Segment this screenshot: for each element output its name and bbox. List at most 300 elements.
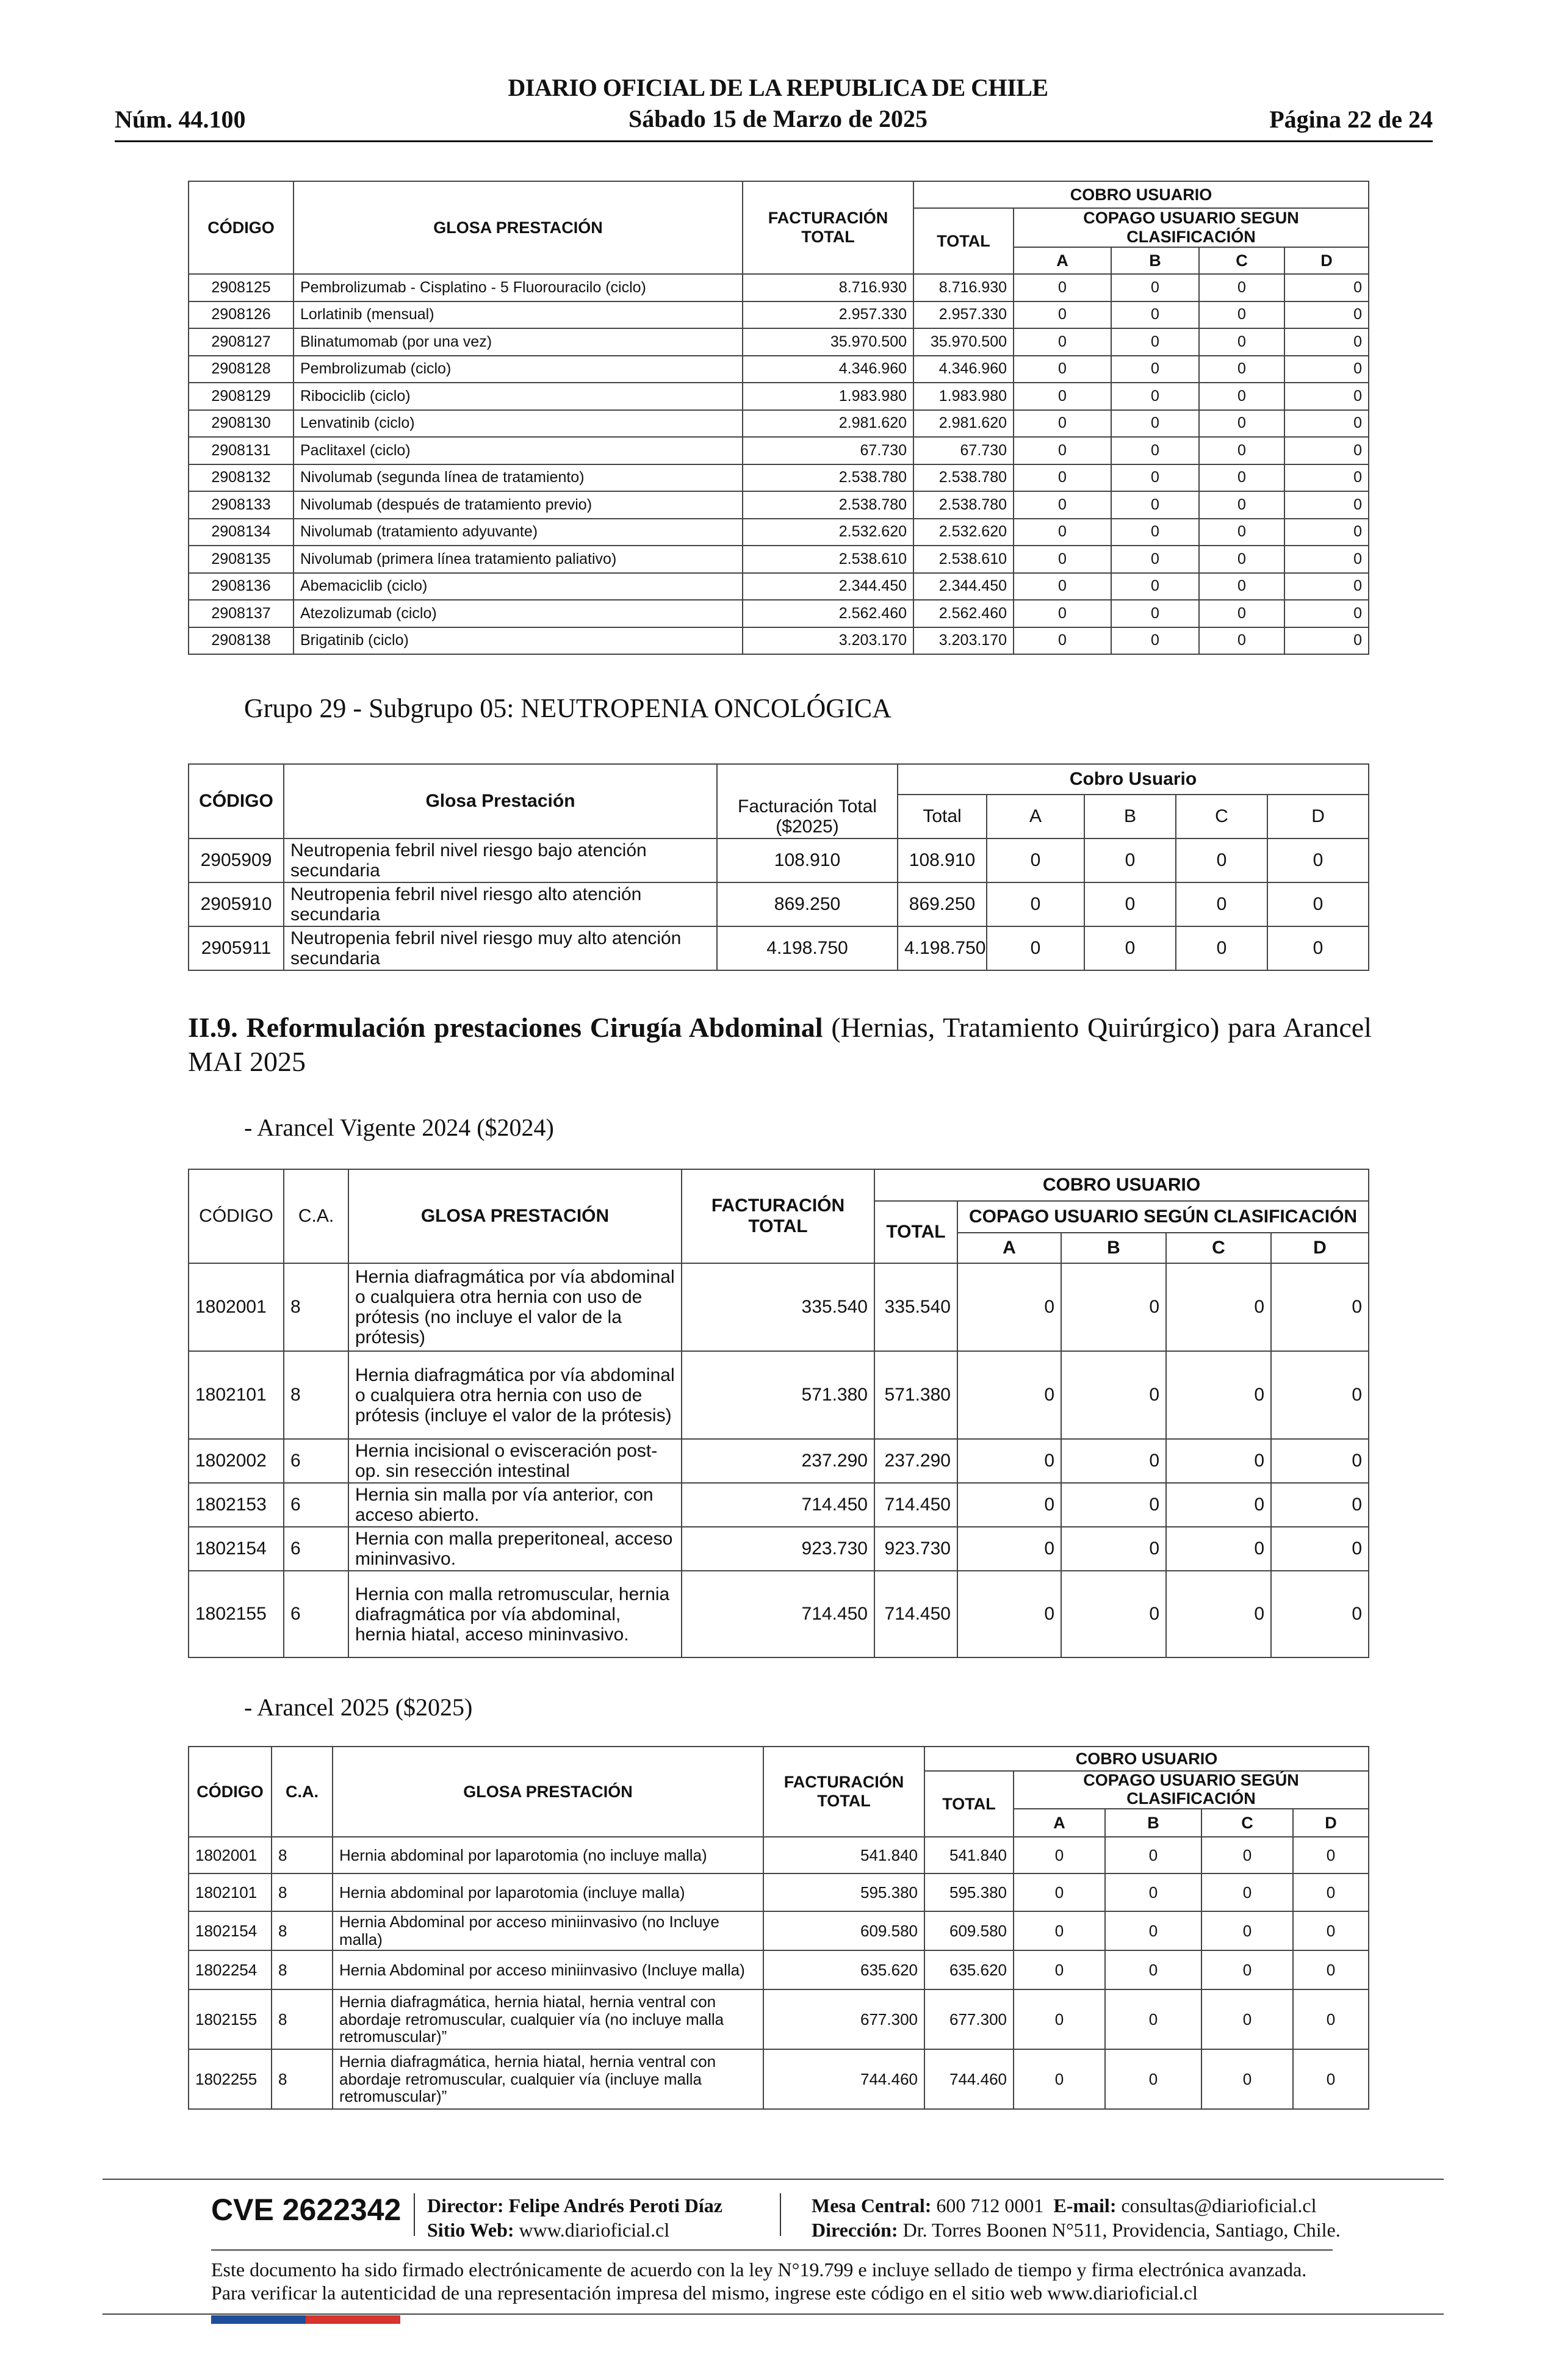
cell-d: 0 bbox=[1293, 1873, 1369, 1911]
cell-glosa: Hernia diafragmática, hernia hiatal, hernia ventral con abordaje retromuscular, cualquier vía (no incluye malla retromuscular)” bbox=[333, 1989, 763, 2049]
footer-divider-top bbox=[103, 2179, 1444, 2180]
address-value: Dr. Torres Boonen N°511, Providencia, Santiago, Chile. bbox=[902, 2219, 1341, 2241]
cell-c: 0 bbox=[1199, 274, 1284, 301]
cell-a: 0 bbox=[987, 926, 1084, 970]
cell-c: 0 bbox=[1201, 2049, 1293, 2109]
cell-c: 0 bbox=[1166, 1483, 1271, 1527]
cell-a: 0 bbox=[1014, 464, 1111, 492]
cell-codigo: 1802154 bbox=[189, 1527, 284, 1571]
cell-codigo: 2908132 bbox=[189, 464, 294, 492]
cell-d: 0 bbox=[1284, 491, 1369, 519]
cell-d: 0 bbox=[1267, 838, 1369, 882]
cell-facturacion: 677.300 bbox=[763, 1989, 924, 2049]
table-row bbox=[189, 464, 1369, 492]
cell-b: 0 bbox=[1111, 274, 1199, 301]
cell-d: 0 bbox=[1284, 627, 1369, 655]
cell-total: 35.970.500 bbox=[913, 328, 1014, 356]
cell-glosa: Hernia diafragmática por vía abdominal o cualquiera otra hernia con uso de prótesis (incluye el valor de la prótesis) bbox=[348, 1351, 682, 1439]
cell-total: 108.910 bbox=[898, 838, 987, 882]
cell-c: 0 bbox=[1166, 1351, 1271, 1439]
header-spacer bbox=[717, 764, 898, 795]
cell-b: 0 bbox=[1061, 1527, 1166, 1571]
cell-glosa: Hernia sin malla por vía anterior, con acceso abierto. bbox=[348, 1483, 682, 1527]
cell-b: 0 bbox=[1111, 464, 1199, 492]
cell-total: 1.983.980 bbox=[913, 383, 1014, 410]
cell-codigo: 2905910 bbox=[189, 882, 284, 926]
cell-total: 2.562.460 bbox=[913, 600, 1014, 627]
cell-facturacion: 335.540 bbox=[682, 1263, 874, 1351]
col-header-a: A bbox=[987, 795, 1084, 838]
cell-codigo: 2908135 bbox=[189, 546, 294, 573]
table-row bbox=[189, 1571, 1369, 1657]
table-row bbox=[189, 573, 1369, 600]
cell-total: 571.380 bbox=[874, 1351, 957, 1439]
cell-codigo: 2908126 bbox=[189, 301, 294, 329]
footer-separator bbox=[414, 2193, 415, 2236]
page-number: Página 22 de 24 bbox=[1269, 106, 1433, 133]
table-row bbox=[189, 1439, 1369, 1483]
cell-codigo: 1802101 bbox=[189, 1351, 284, 1439]
col-header-b: B bbox=[1105, 1809, 1201, 1837]
cell-b: 0 bbox=[1105, 1873, 1201, 1911]
cell-a: 0 bbox=[1014, 1837, 1105, 1873]
cell-d: 0 bbox=[1284, 546, 1369, 573]
cell-b: 0 bbox=[1111, 356, 1199, 383]
cell-codigo: 1802001 bbox=[189, 1263, 284, 1351]
director-label: Director: bbox=[427, 2194, 504, 2216]
cell-c: 0 bbox=[1201, 1911, 1293, 1950]
cell-codigo: 1802155 bbox=[189, 1989, 272, 2049]
cell-b: 0 bbox=[1105, 1989, 1201, 2049]
col-header-c: C bbox=[1201, 1809, 1293, 1837]
cell-c: 0 bbox=[1166, 1527, 1271, 1571]
cell-codigo: 2908138 bbox=[189, 627, 294, 655]
col-header-glosa: Glosa Prestación bbox=[284, 764, 717, 838]
cell-b: 0 bbox=[1084, 838, 1176, 882]
group-title: Grupo 29 - Subgrupo 05: NEUTROPENIA ONCOLÓGICA bbox=[244, 693, 891, 723]
cell-facturacion: 2.538.780 bbox=[743, 491, 913, 519]
cell-d: 0 bbox=[1271, 1439, 1369, 1483]
cell-a: 0 bbox=[1014, 328, 1111, 356]
cell-glosa: Hernia Abdominal por acceso miniinvasivo (no Incluye malla) bbox=[333, 1911, 763, 1950]
cve-code: CVE 2622342 bbox=[211, 2193, 402, 2227]
col-header-a: A bbox=[957, 1233, 1061, 1263]
cell-b: 0 bbox=[1105, 1950, 1201, 1989]
col-header-d: D bbox=[1293, 1809, 1369, 1837]
cell-c: 0 bbox=[1199, 627, 1284, 655]
cell-a: 0 bbox=[1014, 1950, 1105, 1989]
cell-total: 2.981.620 bbox=[913, 410, 1014, 438]
cell-a: 0 bbox=[1014, 600, 1111, 627]
footer-director-block bbox=[427, 2193, 722, 2242]
col-header-glosa: GLOSA PRESTACIÓN bbox=[348, 1169, 682, 1263]
cell-total: 635.620 bbox=[924, 1950, 1014, 1989]
cell-facturacion: 571.380 bbox=[682, 1351, 874, 1439]
cell-total: 8.716.930 bbox=[913, 274, 1014, 301]
col-header-cobro-usuario: COBRO USUARIO bbox=[874, 1169, 1369, 1201]
cell-glosa: Neutropenia febril nivel riesgo muy alto atención secundaria bbox=[284, 926, 717, 970]
cell-facturacion: 2.538.780 bbox=[743, 464, 913, 492]
col-header-total: TOTAL bbox=[913, 208, 1014, 274]
cell-ca: 8 bbox=[272, 1837, 333, 1873]
table-row bbox=[189, 491, 1369, 519]
cell-b: 0 bbox=[1061, 1439, 1166, 1483]
cell-ca: 8 bbox=[272, 1911, 333, 1950]
table-row bbox=[189, 519, 1369, 546]
cell-c: 0 bbox=[1166, 1439, 1271, 1483]
cell-b: 0 bbox=[1111, 573, 1199, 600]
cell-glosa: Hernia con malla retromuscular, hernia diafragmática por vía abdominal, hernia hiatal, acceso mininvasivo. bbox=[348, 1571, 682, 1657]
section-heading-bold: II.9. Reformulación prestaciones Cirugía Abdominal bbox=[188, 1012, 823, 1043]
cell-c: 0 bbox=[1176, 838, 1267, 882]
col-header-ca: C.A. bbox=[272, 1747, 333, 1837]
cell-ca: 6 bbox=[284, 1483, 348, 1527]
cell-glosa: Hernia diafragmática por vía abdominal o cualquiera otra hernia con uso de prótesis (no incluye el valor de la prótesis) bbox=[348, 1263, 682, 1351]
cell-facturacion: 869.250 bbox=[717, 882, 898, 926]
cell-a: 0 bbox=[987, 838, 1084, 882]
col-header-d: D bbox=[1267, 795, 1369, 838]
cell-facturacion: 2.562.460 bbox=[743, 600, 913, 627]
cell-glosa: Hernia con malla preperitoneal, acceso mininvasivo. bbox=[348, 1527, 682, 1571]
table-row bbox=[189, 1873, 1369, 1911]
cell-b: 0 bbox=[1061, 1571, 1166, 1657]
cell-codigo: 2908137 bbox=[189, 600, 294, 627]
cell-c: 0 bbox=[1166, 1263, 1271, 1351]
cell-total: 2.538.780 bbox=[913, 491, 1014, 519]
cell-d: 0 bbox=[1284, 274, 1369, 301]
cell-codigo: 1802001 bbox=[189, 1837, 272, 1873]
legal-notice: Este documento ha sido firmado electrónicamente de acuerdo con la ley N°19.799 e incluye sellado de tiempo y firma electrónica avanzada. Para verificar la autenticidad de una representación impresa del mismo, ingrese este código en el sitio web www.diarioficial.cl bbox=[211, 2259, 1307, 2304]
cell-facturacion: 744.460 bbox=[763, 2049, 924, 2109]
table-row bbox=[189, 1527, 1369, 1571]
cell-b: 0 bbox=[1084, 926, 1176, 970]
cell-a: 0 bbox=[1014, 2049, 1105, 2109]
cell-d: 0 bbox=[1284, 328, 1369, 356]
cell-glosa: Nivolumab (primera línea tratamiento paliativo) bbox=[294, 546, 743, 573]
cell-b: 0 bbox=[1111, 546, 1199, 573]
cell-d: 0 bbox=[1284, 301, 1369, 329]
cell-codigo: 2908130 bbox=[189, 410, 294, 438]
col-header-d: D bbox=[1284, 247, 1369, 274]
table-row bbox=[189, 600, 1369, 627]
cell-a: 0 bbox=[1014, 627, 1111, 655]
cell-codigo: 2908134 bbox=[189, 519, 294, 546]
cell-c: 0 bbox=[1199, 464, 1284, 492]
col-header-b: B bbox=[1084, 795, 1176, 838]
cell-a: 0 bbox=[957, 1263, 1061, 1351]
cell-c: 0 bbox=[1199, 328, 1284, 356]
cell-facturacion: 237.290 bbox=[682, 1439, 874, 1483]
col-header-copago: COPAGO USUARIO SEGÚN CLASIFICACIÓN bbox=[957, 1201, 1369, 1233]
cell-total: 869.250 bbox=[898, 882, 987, 926]
cell-total: 714.450 bbox=[874, 1483, 957, 1527]
cell-codigo: 2908127 bbox=[189, 328, 294, 356]
arancel-2025-table bbox=[188, 1746, 1369, 2110]
cell-facturacion: 2.344.450 bbox=[743, 573, 913, 600]
cell-glosa: Brigatinib (ciclo) bbox=[294, 627, 743, 655]
web-link[interactable]: www.diarioficial.cl bbox=[519, 2219, 670, 2241]
cell-ca: 8 bbox=[272, 1950, 333, 1989]
cell-glosa: Pembrolizumab (ciclo) bbox=[294, 356, 743, 383]
flag-stripe-red bbox=[306, 2315, 400, 2324]
cell-codigo: 1802155 bbox=[189, 1571, 284, 1657]
cell-glosa: Hernia incisional o evisceración post-op. sin resección intestinal bbox=[348, 1439, 682, 1483]
email-label: E-mail: bbox=[1053, 2194, 1117, 2216]
cell-ca: 8 bbox=[272, 1989, 333, 2049]
cell-d: 0 bbox=[1293, 2049, 1369, 2109]
cell-a: 0 bbox=[1014, 1989, 1105, 2049]
cell-glosa: Pembrolizumab - Cisplatino - 5 Fluorouracilo (ciclo) bbox=[294, 274, 743, 301]
cell-c: 0 bbox=[1199, 546, 1284, 573]
cell-glosa: Hernia Abdominal por acceso miniinvasivo (Incluye malla) bbox=[333, 1950, 763, 1989]
cell-a: 0 bbox=[957, 1571, 1061, 1657]
table-row bbox=[189, 356, 1369, 383]
cell-a: 0 bbox=[1014, 519, 1111, 546]
cell-c: 0 bbox=[1201, 1873, 1293, 1911]
cell-d: 0 bbox=[1284, 464, 1369, 492]
cell-total: 237.290 bbox=[874, 1439, 957, 1483]
cell-facturacion: 67.730 bbox=[743, 437, 913, 464]
table-row bbox=[189, 1351, 1369, 1439]
publication-title: DIARIO OFICIAL DE LA REPUBLICA DE CHILE bbox=[508, 74, 1048, 101]
table-row bbox=[189, 627, 1369, 655]
table-row bbox=[189, 838, 1369, 882]
cell-facturacion: 4.346.960 bbox=[743, 356, 913, 383]
cell-facturacion: 714.450 bbox=[682, 1483, 874, 1527]
col-header-cobro-usuario: Cobro Usuario bbox=[898, 764, 1369, 795]
email-link[interactable]: consultas@diarioficial.cl bbox=[1121, 2194, 1317, 2216]
cell-b: 0 bbox=[1105, 1911, 1201, 1950]
cell-facturacion: 2.538.610 bbox=[743, 546, 913, 573]
col-header-facturacion: FACTURACIÓN TOTAL bbox=[743, 181, 913, 274]
cell-a: 0 bbox=[1014, 437, 1111, 464]
cell-facturacion: 2.981.620 bbox=[743, 410, 913, 438]
cell-d: 0 bbox=[1293, 1837, 1369, 1873]
mesa-phone: 600 712 0001 bbox=[936, 2194, 1044, 2216]
cell-glosa: Hernia diafragmática, hernia hiatal, hernia ventral con abordaje retromuscular, cualquier vía (incluye malla retromuscular)” bbox=[333, 2049, 763, 2109]
cell-b: 0 bbox=[1111, 383, 1199, 410]
cell-b: 0 bbox=[1111, 437, 1199, 464]
cell-glosa: Ribociclib (ciclo) bbox=[294, 383, 743, 410]
col-header-cobro-usuario: COBRO USUARIO bbox=[924, 1747, 1369, 1771]
cell-d: 0 bbox=[1284, 356, 1369, 383]
table-row bbox=[189, 882, 1369, 926]
cell-facturacion: 2.957.330 bbox=[743, 301, 913, 329]
cell-c: 0 bbox=[1199, 437, 1284, 464]
col-header-total: TOTAL bbox=[924, 1771, 1014, 1837]
cell-a: 0 bbox=[1014, 573, 1111, 600]
table-row bbox=[189, 383, 1369, 410]
cell-glosa: Lenvatinib (ciclo) bbox=[294, 410, 743, 438]
cell-glosa: Paclitaxel (ciclo) bbox=[294, 437, 743, 464]
cell-glosa: Nivolumab (segunda línea de tratamiento) bbox=[294, 464, 743, 492]
cell-codigo: 1802154 bbox=[189, 1911, 272, 1950]
cell-total: 541.840 bbox=[924, 1837, 1014, 1873]
col-header-facturacion: FACTURACIÓN TOTAL bbox=[682, 1169, 874, 1263]
col-header-copago: COPAGO USUARIO SEGUN CLASIFICACIÓN bbox=[1014, 208, 1369, 247]
col-header-a: A bbox=[1014, 1809, 1105, 1837]
cell-d: 0 bbox=[1284, 519, 1369, 546]
director-name: Felipe Andrés Peroti Díaz bbox=[508, 2194, 722, 2216]
publication-date: Sábado 15 de Marzo de 2025 bbox=[629, 105, 927, 132]
cell-glosa: Hernia abdominal por laparotomia (incluye malla) bbox=[333, 1873, 763, 1911]
col-header-c: C bbox=[1176, 795, 1267, 838]
cell-a: 0 bbox=[1014, 383, 1111, 410]
cell-a: 0 bbox=[1014, 410, 1111, 438]
cell-total: 744.460 bbox=[924, 2049, 1014, 2109]
cell-d: 0 bbox=[1271, 1263, 1369, 1351]
cell-d: 0 bbox=[1293, 1989, 1369, 2049]
col-header-glosa: GLOSA PRESTACIÓN bbox=[333, 1747, 763, 1837]
cell-d: 0 bbox=[1293, 1911, 1369, 1950]
col-header-total: Total bbox=[898, 795, 987, 838]
cell-total: 2.538.780 bbox=[913, 464, 1014, 492]
cell-total: 714.450 bbox=[874, 1571, 957, 1657]
cell-codigo: 2905909 bbox=[189, 838, 284, 882]
cell-codigo: 1802255 bbox=[189, 2049, 272, 2109]
cell-c: 0 bbox=[1176, 882, 1267, 926]
col-header-d: D bbox=[1271, 1233, 1369, 1263]
neutropenia-table bbox=[188, 763, 1369, 971]
cell-total: 3.203.170 bbox=[913, 627, 1014, 655]
cell-total: 609.580 bbox=[924, 1911, 1014, 1950]
col-header-glosa: GLOSA PRESTACIÓN bbox=[294, 181, 743, 274]
cell-facturacion: 923.730 bbox=[682, 1527, 874, 1571]
cell-a: 0 bbox=[1014, 1873, 1105, 1911]
col-header-cobro-usuario: COBRO USUARIO bbox=[913, 181, 1369, 208]
cell-b: 0 bbox=[1111, 627, 1199, 655]
cell-b: 0 bbox=[1105, 1837, 1201, 1873]
cell-c: 0 bbox=[1201, 1950, 1293, 1989]
cell-facturacion: 541.840 bbox=[763, 1837, 924, 1873]
cell-a: 0 bbox=[1014, 356, 1111, 383]
table-row bbox=[189, 1837, 1369, 1873]
table-row bbox=[189, 926, 1369, 970]
cell-d: 0 bbox=[1267, 882, 1369, 926]
col-header-ca: C.A. bbox=[284, 1169, 348, 1263]
cell-c: 0 bbox=[1199, 356, 1284, 383]
cell-ca: 8 bbox=[284, 1263, 348, 1351]
cell-total: 677.300 bbox=[924, 1989, 1014, 2049]
col-header-codigo: CÓDIGO bbox=[189, 181, 294, 274]
col-header-a: A bbox=[1014, 247, 1111, 274]
col-header-facturacion: FACTURACIÓN TOTAL bbox=[763, 1747, 924, 1837]
cell-c: 0 bbox=[1199, 383, 1284, 410]
cell-codigo: 1802002 bbox=[189, 1439, 284, 1483]
cell-a: 0 bbox=[1014, 491, 1111, 519]
footer-divider-middle bbox=[211, 2249, 1333, 2251]
cell-c: 0 bbox=[1176, 926, 1267, 970]
cell-facturacion: 108.910 bbox=[717, 838, 898, 882]
cell-glosa: Blinatumomab (por una vez) bbox=[294, 328, 743, 356]
table-row bbox=[189, 301, 1369, 329]
col-header-b: B bbox=[1111, 247, 1199, 274]
address-label: Dirección: bbox=[812, 2219, 898, 2241]
cell-glosa: Nivolumab (tratamiento adyuvante) bbox=[294, 519, 743, 546]
cell-b: 0 bbox=[1105, 2049, 1201, 2109]
cell-b: 0 bbox=[1111, 328, 1199, 356]
mesa-label: Mesa Central: bbox=[812, 2194, 932, 2216]
cell-codigo: 2908128 bbox=[189, 356, 294, 383]
cell-d: 0 bbox=[1284, 600, 1369, 627]
cell-d: 0 bbox=[1267, 926, 1369, 970]
cell-total: 2.538.610 bbox=[913, 546, 1014, 573]
cell-total: 2.532.620 bbox=[913, 519, 1014, 546]
cell-a: 0 bbox=[1014, 1911, 1105, 1950]
cell-ca: 6 bbox=[284, 1571, 348, 1657]
cell-glosa: Hernia abdominal por laparotomia (no incluye malla) bbox=[333, 1837, 763, 1873]
cell-b: 0 bbox=[1084, 882, 1176, 926]
cell-a: 0 bbox=[1014, 546, 1111, 573]
cell-b: 0 bbox=[1111, 410, 1199, 438]
cell-b: 0 bbox=[1061, 1483, 1166, 1527]
cell-ca: 6 bbox=[284, 1527, 348, 1571]
cell-codigo: 2908136 bbox=[189, 573, 294, 600]
cell-total: 2.957.330 bbox=[913, 301, 1014, 329]
table-row bbox=[189, 328, 1369, 356]
cell-a: 0 bbox=[957, 1351, 1061, 1439]
col-header-copago: COPAGO USUARIO SEGÚN CLASIFICACIÓN bbox=[1014, 1771, 1369, 1809]
cell-c: 0 bbox=[1201, 1989, 1293, 2049]
cell-total: 4.198.750 bbox=[898, 926, 987, 970]
subheading-arancel-2024: - Arancel Vigente 2024 ($2024) bbox=[244, 1114, 554, 1141]
cell-a: 0 bbox=[957, 1527, 1061, 1571]
cell-c: 0 bbox=[1199, 491, 1284, 519]
cell-c: 0 bbox=[1199, 519, 1284, 546]
table-row bbox=[189, 1911, 1369, 1950]
cell-d: 0 bbox=[1284, 383, 1369, 410]
section-heading-rest: (Hernias, Tratamiento Quirúrgico) para Arancel MAI 2025 bbox=[188, 1012, 1372, 1078]
cell-total: 595.380 bbox=[924, 1873, 1014, 1911]
cell-d: 0 bbox=[1271, 1527, 1369, 1571]
cell-d: 0 bbox=[1271, 1351, 1369, 1439]
cell-a: 0 bbox=[1014, 274, 1111, 301]
cell-codigo: 1802153 bbox=[189, 1483, 284, 1527]
cell-b: 0 bbox=[1111, 491, 1199, 519]
cell-b: 0 bbox=[1061, 1263, 1166, 1351]
table-row bbox=[189, 437, 1369, 464]
cell-b: 0 bbox=[1111, 600, 1199, 627]
cell-codigo: 2908129 bbox=[189, 383, 294, 410]
table-row bbox=[189, 1263, 1369, 1351]
col-header-codigo: CÓDIGO bbox=[189, 764, 284, 838]
header-divider bbox=[115, 140, 1433, 142]
cell-codigo: 2905911 bbox=[189, 926, 284, 970]
table-row bbox=[189, 1950, 1369, 1989]
cell-facturacion: 8.716.930 bbox=[743, 274, 913, 301]
cell-total: 67.730 bbox=[913, 437, 1014, 464]
col-header-facturacion: Facturación Total ($2025) bbox=[717, 795, 898, 838]
issue-number: Núm. 44.100 bbox=[115, 106, 246, 133]
arancel-2024-table bbox=[188, 1169, 1369, 1658]
cell-b: 0 bbox=[1111, 519, 1199, 546]
cell-facturacion: 35.970.500 bbox=[743, 328, 913, 356]
col-header-total: TOTAL bbox=[874, 1201, 957, 1263]
section-heading bbox=[188, 1011, 1372, 1079]
cell-c: 0 bbox=[1201, 1837, 1293, 1873]
col-header-b: B bbox=[1061, 1233, 1166, 1263]
cell-d: 0 bbox=[1271, 1571, 1369, 1657]
cell-codigo: 2908133 bbox=[189, 491, 294, 519]
cell-total: 2.344.450 bbox=[913, 573, 1014, 600]
col-header-c: C bbox=[1199, 247, 1284, 274]
cell-d: 0 bbox=[1271, 1483, 1369, 1527]
cell-facturacion: 1.983.980 bbox=[743, 383, 913, 410]
cell-facturacion: 3.203.170 bbox=[743, 627, 913, 655]
cell-d: 0 bbox=[1293, 1950, 1369, 1989]
cell-facturacion: 595.380 bbox=[763, 1873, 924, 1911]
cell-ca: 8 bbox=[272, 2049, 333, 2109]
